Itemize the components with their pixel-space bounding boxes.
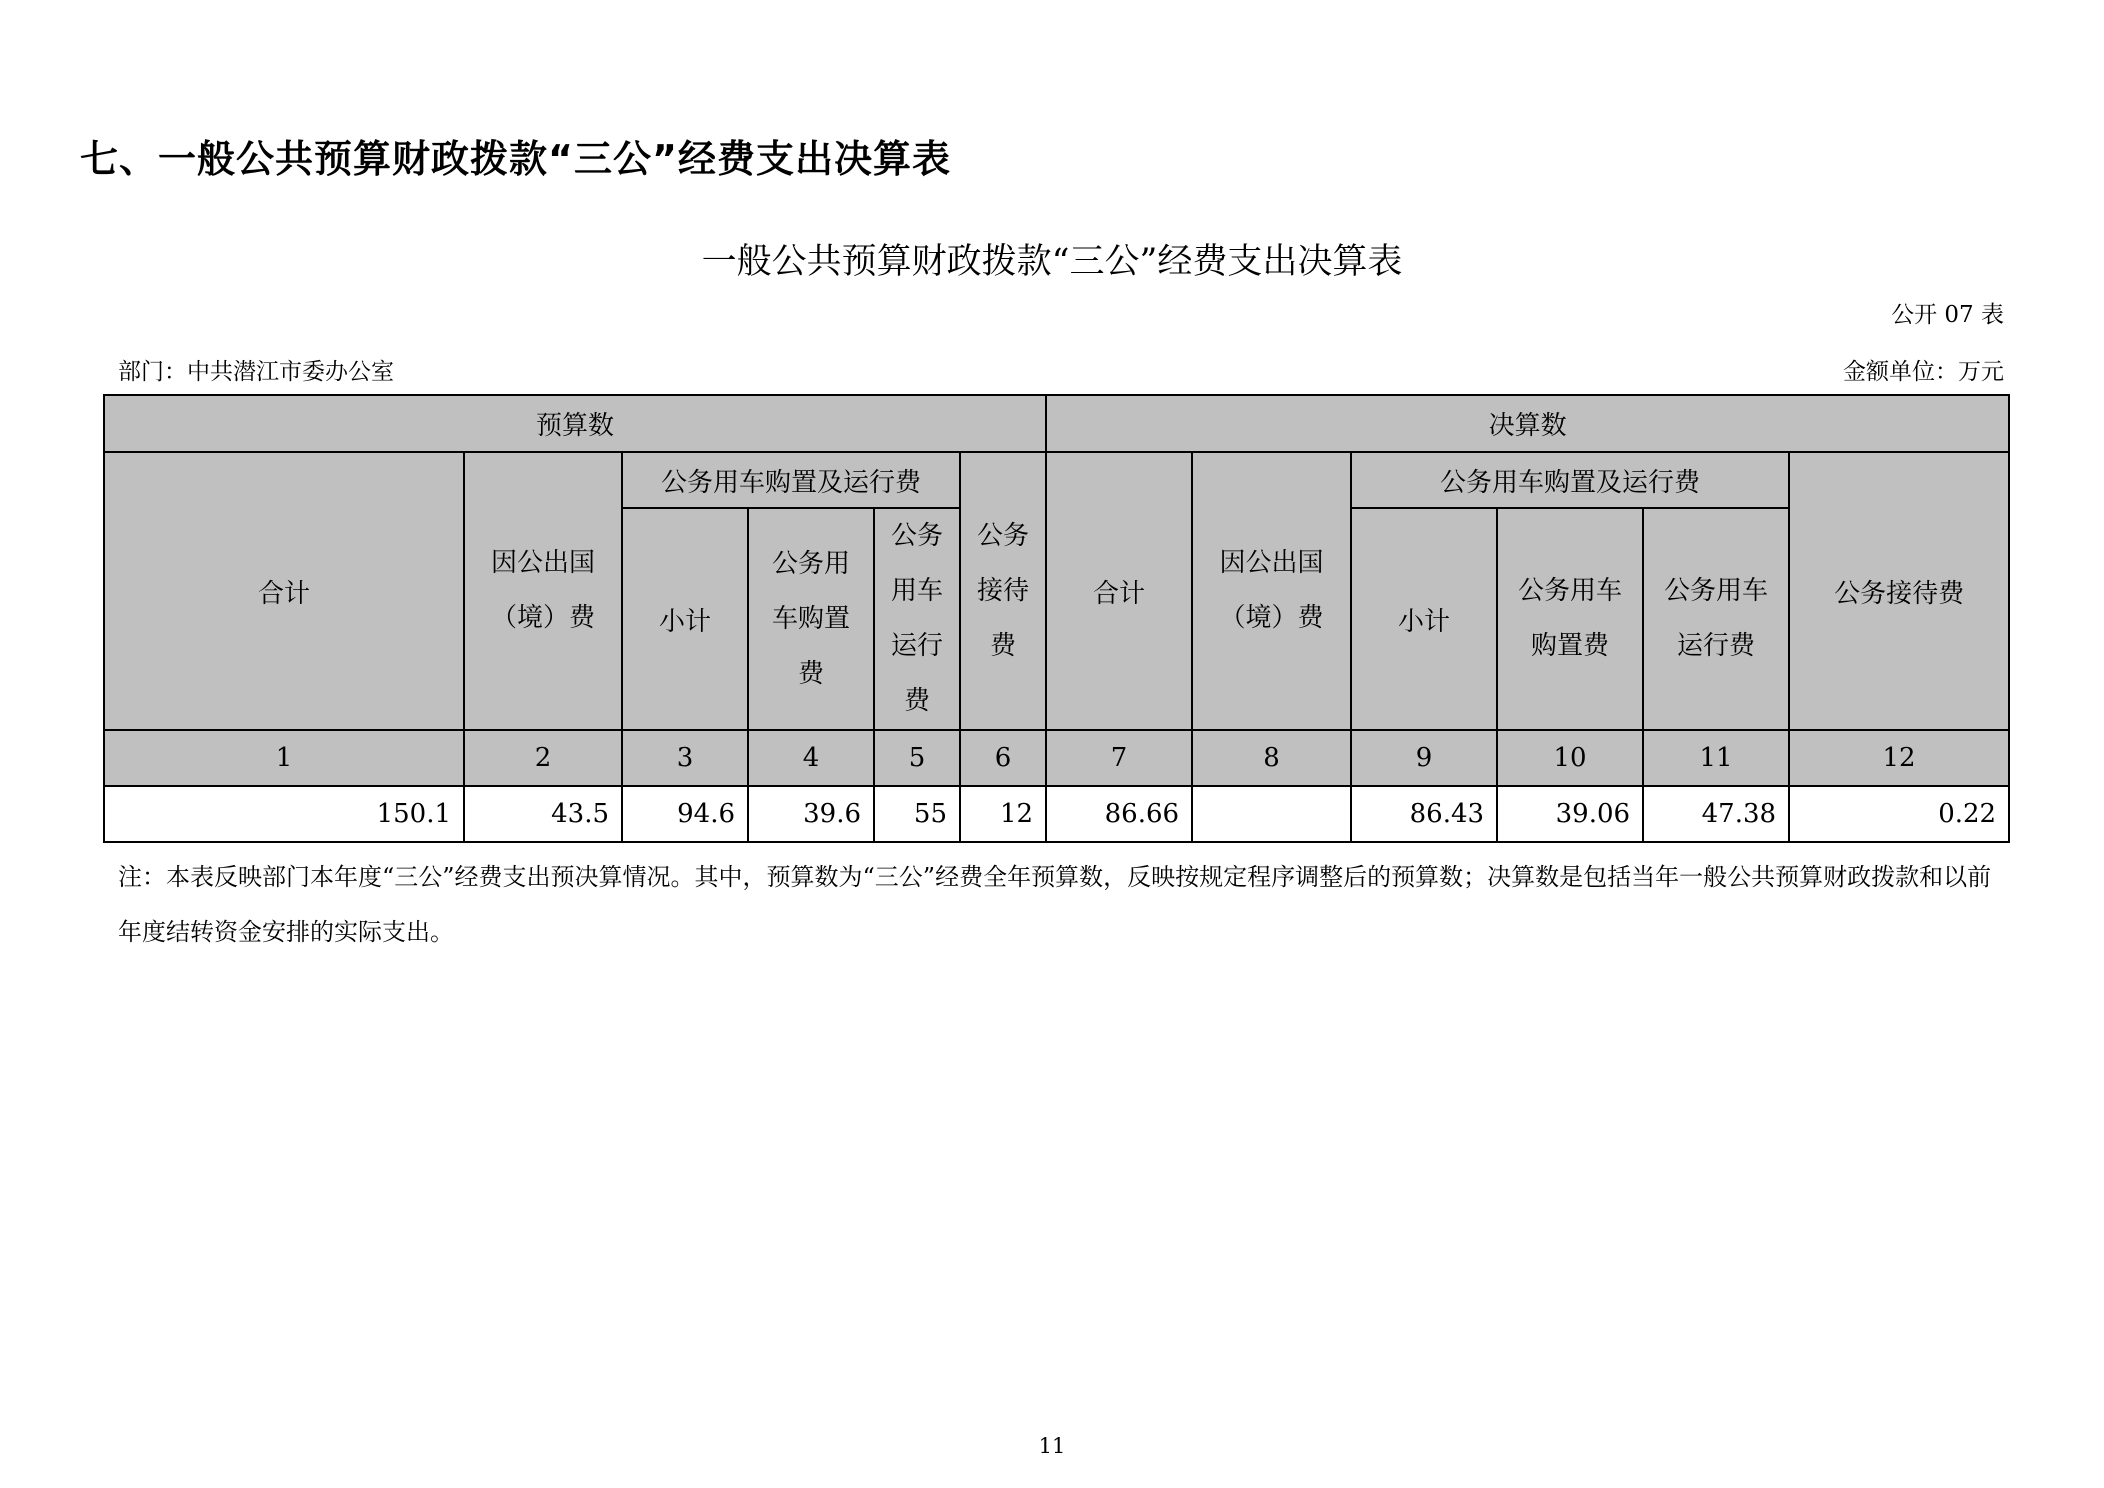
actual-vehicle-group-header: 公务用车购置及运行费 — [1351, 452, 1789, 508]
actual-vehicle-subtotal-value: 86.43 — [1351, 786, 1497, 842]
budget-group-header: 预算数 — [104, 395, 1046, 452]
table-note: 注：本表反映部门本年度“三公”经费支出预决算情况。其中，预算数为“三公”经费全年预算数，反映按规定程序调整后的预算数；决算数是包括当年一般公共预算财政拨款和以前年度结转资金安排的实际支出。 — [118, 863, 1992, 946]
column-number: 12 — [1789, 730, 2009, 786]
header-group-row — [104, 395, 2009, 452]
column-number: 1 — [104, 730, 464, 786]
actual-total-header: 合计 — [1046, 452, 1192, 730]
budget-vehicle-subtotal-value: 94.6 — [622, 786, 748, 842]
column-number: 8 — [1192, 730, 1351, 786]
column-number: 3 — [622, 730, 748, 786]
column-number: 6 — [960, 730, 1046, 786]
actual-group-header: 决算数 — [1046, 395, 2009, 452]
actual-vehicle-operation-header-text: 公务用车 运行费 — [1664, 576, 1769, 661]
budget-total-header: 合计 — [104, 452, 464, 730]
column-number: 2 — [464, 730, 622, 786]
budget-abroad-header-text: 因公出国 （境）费 — [490, 548, 595, 633]
form-code: 公开 07 表 — [1891, 302, 2004, 328]
budget-vehicle-purchase-header-text: 公务用 车购置 费 — [771, 548, 850, 689]
budget-reception-header-text: 公务 接待 费 — [977, 520, 1030, 661]
actual-abroad-header — [1192, 452, 1351, 730]
budget-abroad-header — [464, 452, 622, 730]
unit-label: 金额单位：万元 — [1843, 359, 2004, 385]
actual-vehicle-purchase-header-text: 公务用车 购置费 — [1518, 576, 1623, 661]
data-row — [104, 786, 2009, 842]
column-number: 5 — [874, 730, 960, 786]
budget-vehicle-operation-value: 55 — [874, 786, 960, 842]
page-number: 11 — [1038, 1434, 1066, 1458]
budget-total-value: 150.1 — [104, 786, 464, 842]
column-number: 7 — [1046, 730, 1192, 786]
section-heading: 七、一般公共预算财政拨款“三公”经费支出决算表 — [80, 137, 951, 181]
column-number-row — [104, 730, 2009, 786]
budget-vehicle-operation-header-text: 公务 用车 运行 费 — [890, 521, 943, 716]
actual-vehicle-purchase-value: 39.06 — [1497, 786, 1643, 842]
budget-subtotal-header: 小计 — [622, 508, 748, 730]
actual-abroad-header-text: 因公出国 （境）费 — [1219, 548, 1324, 633]
column-number: 11 — [1643, 730, 1789, 786]
actual-abroad-value — [1192, 786, 1351, 842]
actual-total-value: 86.66 — [1046, 786, 1192, 842]
budget-reception-header — [960, 452, 1046, 730]
expense-table — [103, 394, 2010, 843]
header-sub-row-1 — [104, 452, 2009, 508]
budget-vehicle-purchase-value: 39.6 — [748, 786, 874, 842]
actual-subtotal-header: 小计 — [1351, 508, 1497, 730]
column-number: 10 — [1497, 730, 1643, 786]
actual-reception-header: 公务接待费 — [1789, 452, 2009, 730]
column-number: 4 — [748, 730, 874, 786]
budget-vehicle-group-header: 公务用车购置及运行费 — [622, 452, 960, 508]
budget-vehicle-purchase-header — [748, 508, 874, 730]
actual-vehicle-purchase-header — [1497, 508, 1643, 730]
table-title: 一般公共预算财政拨款“三公”经费支出决算表 — [701, 242, 1403, 282]
department-label: 部门：中共潜江市委办公室 — [118, 359, 394, 385]
budget-vehicle-operation-header — [874, 508, 960, 730]
actual-vehicle-operation-header — [1643, 508, 1789, 730]
actual-vehicle-operation-value: 47.38 — [1643, 786, 1789, 842]
actual-reception-value: 0.22 — [1789, 786, 2009, 842]
column-number: 9 — [1351, 730, 1497, 786]
budget-reception-value: 12 — [960, 786, 1046, 842]
budget-abroad-value: 43.5 — [464, 786, 622, 842]
